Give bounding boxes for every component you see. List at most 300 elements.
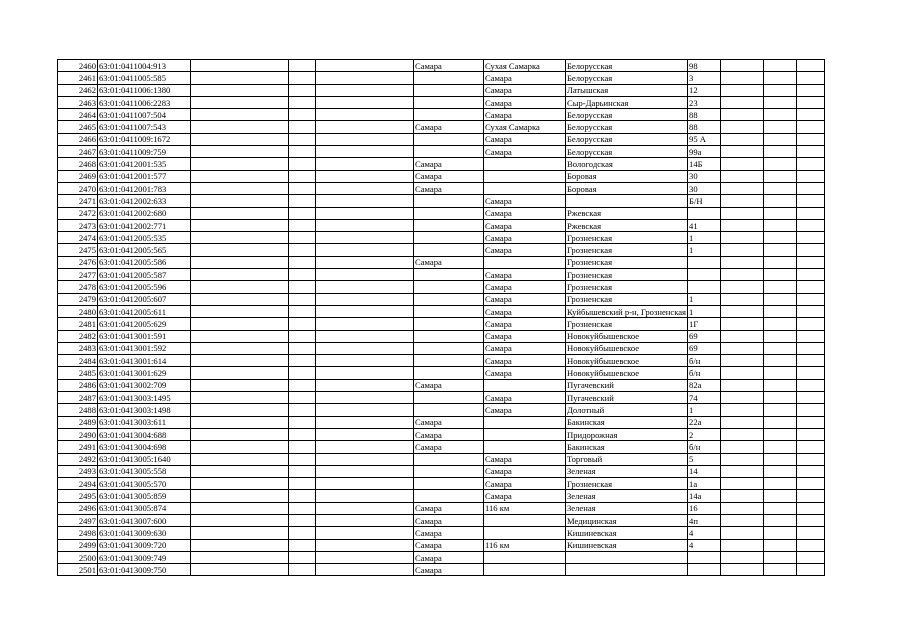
cadastral-number-cell: 63:01:0412001:535 [98,158,191,170]
locality-cell [484,416,566,428]
empty-cell [764,404,797,416]
cadastral-number-cell: 63:01:0412005:596 [98,281,191,293]
street-cell: Белорусская [566,121,688,133]
empty-cell [797,342,825,354]
table-row [58,232,825,244]
locality-cell [484,441,566,453]
empty-cell [289,318,316,330]
locality-cell [484,158,566,170]
empty-cell [316,281,414,293]
table-row [58,330,825,342]
row-number-cell: 2500 [58,551,98,563]
table-row [58,416,825,428]
cadastral-number-cell: 63:01:0413001:592 [98,342,191,354]
empty-cell [191,244,289,256]
city-cell: Самара [414,416,484,428]
empty-cell [316,428,414,440]
empty-cell [797,564,825,576]
empty-cell [721,318,764,330]
city-cell [414,109,484,121]
table-row [58,392,825,404]
cadastral-number-cell: 63:01:0411009:759 [98,146,191,158]
empty-cell [797,441,825,453]
street-cell: Белорусская [566,72,688,84]
row-number-cell: 2489 [58,416,98,428]
locality-cell: Самара [484,269,566,281]
cadastral-number-cell: 63:01:0413001:591 [98,330,191,342]
cadastral-number-cell: 63:01:0413009:750 [98,564,191,576]
city-cell [414,195,484,207]
table-row [58,84,825,96]
locality-cell: Самара [484,330,566,342]
locality-cell: Самара [484,84,566,96]
row-number-cell: 2477 [58,269,98,281]
empty-cell [721,72,764,84]
street-cell: Белорусская [566,133,688,145]
empty-cell [797,96,825,108]
street-cell: Боровая [566,170,688,182]
empty-cell [721,96,764,108]
row-number-cell: 2490 [58,428,98,440]
locality-cell: Сухая Самарка [484,60,566,72]
house-number-cell: б/н [688,367,721,379]
empty-cell [797,158,825,170]
locality-cell [484,182,566,194]
cadastral-number-cell: 63:01:0413004:688 [98,428,191,440]
empty-cell [797,207,825,219]
locality-cell [484,256,566,268]
empty-cell [721,232,764,244]
row-number-cell: 2464 [58,109,98,121]
house-number-cell: 30 [688,182,721,194]
house-number-cell [688,256,721,268]
empty-cell [316,244,414,256]
table-row [58,305,825,317]
city-cell [414,392,484,404]
cadastral-number-cell: 63:01:0413002:709 [98,379,191,391]
empty-cell [721,502,764,514]
empty-cell [191,219,289,231]
row-number-cell: 2482 [58,330,98,342]
empty-cell [797,551,825,563]
table-row [58,96,825,108]
house-number-cell: 4 [688,539,721,551]
city-cell: Самара [414,182,484,194]
empty-cell [289,133,316,145]
street-cell: Грозненская [566,281,688,293]
locality-cell [484,379,566,391]
street-cell: Сыр-Дарьинская [566,96,688,108]
street-cell [566,195,688,207]
empty-cell [191,158,289,170]
empty-cell [764,502,797,514]
empty-cell [289,293,316,305]
row-number-cell: 2491 [58,441,98,453]
cadastral-number-cell: 63:01:0413003:1495 [98,392,191,404]
cadastral-number-cell: 63:01:0411004:913 [98,60,191,72]
empty-cell [721,330,764,342]
empty-cell [797,182,825,194]
empty-cell [721,367,764,379]
house-number-cell: 1 [688,305,721,317]
city-cell [414,72,484,84]
empty-cell [191,170,289,182]
empty-cell [797,72,825,84]
city-cell [414,355,484,367]
row-number-cell: 2460 [58,60,98,72]
table-row [58,146,825,158]
city-cell: Самара [414,379,484,391]
empty-cell [721,219,764,231]
empty-cell [289,158,316,170]
empty-cell [191,96,289,108]
cadastral-number-cell: 63:01:0412001:783 [98,182,191,194]
street-cell: Бакинская [566,441,688,453]
empty-cell [721,281,764,293]
empty-cell [721,527,764,539]
locality-cell [484,170,566,182]
street-cell: Зеленая [566,490,688,502]
street-cell: Кишиневская [566,539,688,551]
row-number-cell: 2475 [58,244,98,256]
registry-table [57,59,825,576]
city-cell: Самара [414,428,484,440]
street-cell: Новокуйбышевское [566,367,688,379]
empty-cell [764,441,797,453]
house-number-cell: 69 [688,330,721,342]
empty-cell [316,453,414,465]
locality-cell [484,527,566,539]
empty-cell [316,330,414,342]
empty-cell [764,158,797,170]
street-cell: Бакинская [566,416,688,428]
empty-cell [316,564,414,576]
cadastral-number-cell: 63:01:0411006:2283 [98,96,191,108]
cadastral-number-cell: 63:01:0411007:543 [98,121,191,133]
locality-cell: Самара [484,293,566,305]
row-number-cell: 2471 [58,195,98,207]
street-cell: Белорусская [566,146,688,158]
table-row [58,121,825,133]
street-cell: Боровая [566,182,688,194]
house-number-cell: 99а [688,146,721,158]
empty-cell [721,207,764,219]
empty-cell [191,109,289,121]
empty-cell [316,367,414,379]
empty-cell [764,84,797,96]
empty-cell [764,109,797,121]
empty-cell [797,244,825,256]
row-number-cell: 2465 [58,121,98,133]
table-row [58,441,825,453]
empty-cell [316,256,414,268]
cadastral-number-cell: 63:01:0413009:749 [98,551,191,563]
cadastral-number-cell: 63:01:0413003:611 [98,416,191,428]
empty-cell [764,121,797,133]
empty-cell [191,367,289,379]
house-number-cell: 23 [688,96,721,108]
locality-cell: Самара [484,342,566,354]
table-row [58,219,825,231]
row-number-cell: 2461 [58,72,98,84]
house-number-cell: 88 [688,121,721,133]
empty-cell [191,318,289,330]
cadastral-number-cell: 63:01:0412005:611 [98,305,191,317]
house-number-cell: 69 [688,342,721,354]
street-cell: Грозненская [566,478,688,490]
cadastral-number-cell: 63:01:0411006:1380 [98,84,191,96]
empty-cell [191,133,289,145]
empty-cell [316,158,414,170]
table-body [58,60,825,576]
locality-cell: Самара [484,146,566,158]
city-cell: Самара [414,441,484,453]
house-number-cell: 4п [688,514,721,526]
house-number-cell: 16 [688,502,721,514]
house-number-cell [688,551,721,563]
empty-cell [721,133,764,145]
empty-cell [721,342,764,354]
row-number-cell: 2485 [58,367,98,379]
city-cell [414,133,484,145]
house-number-cell: 82а [688,379,721,391]
locality-cell: Самара [484,109,566,121]
locality-cell: Самара [484,72,566,84]
row-number-cell: 2501 [58,564,98,576]
house-number-cell: 1а [688,478,721,490]
empty-cell [191,379,289,391]
row-number-cell: 2495 [58,490,98,502]
street-cell: Грозненская [566,318,688,330]
empty-cell [289,551,316,563]
street-cell: Новокуйбышевское [566,355,688,367]
empty-cell [316,527,414,539]
empty-cell [721,244,764,256]
row-number-cell: 2493 [58,465,98,477]
city-cell [414,281,484,293]
empty-cell [721,564,764,576]
street-cell: Пугачевский [566,379,688,391]
empty-cell [289,330,316,342]
empty-cell [289,478,316,490]
city-cell [414,478,484,490]
house-number-cell: 1 [688,293,721,305]
empty-cell [191,428,289,440]
city-cell: Самара [414,502,484,514]
house-number-cell: Б/Н [688,195,721,207]
row-number-cell: 2473 [58,219,98,231]
empty-cell [764,453,797,465]
cadastral-number-cell: 63:01:0412005:535 [98,232,191,244]
empty-cell [721,305,764,317]
empty-cell [764,367,797,379]
empty-cell [764,318,797,330]
locality-cell: Самара [484,207,566,219]
table-row [58,527,825,539]
empty-cell [721,453,764,465]
empty-cell [721,293,764,305]
house-number-cell: 14Б [688,158,721,170]
empty-cell [764,564,797,576]
cadastral-number-cell: 63:01:0413004:698 [98,441,191,453]
empty-cell [289,490,316,502]
empty-cell [764,219,797,231]
empty-cell [797,478,825,490]
empty-cell [289,256,316,268]
locality-cell: Самара [484,355,566,367]
row-number-cell: 2478 [58,281,98,293]
empty-cell [316,121,414,133]
street-cell: Зеленая [566,502,688,514]
empty-cell [191,392,289,404]
empty-cell [316,293,414,305]
empty-cell [764,416,797,428]
empty-cell [797,305,825,317]
street-cell: Пугачевский [566,392,688,404]
city-cell: Самара [414,158,484,170]
empty-cell [797,539,825,551]
locality-cell: Самара [484,367,566,379]
street-cell: Зеленая [566,465,688,477]
empty-cell [316,207,414,219]
empty-cell [289,367,316,379]
empty-cell [797,170,825,182]
city-cell [414,146,484,158]
table-row [58,502,825,514]
empty-cell [316,404,414,416]
cadastral-number-cell: 63:01:0412002:680 [98,207,191,219]
empty-cell [764,207,797,219]
cadastral-number-cell: 63:01:0412005:607 [98,293,191,305]
empty-cell [797,527,825,539]
table-row [58,244,825,256]
table-row [58,551,825,563]
empty-cell [764,392,797,404]
table-row [58,367,825,379]
empty-cell [289,244,316,256]
empty-cell [764,527,797,539]
street-cell: Медицинская [566,514,688,526]
empty-cell [721,379,764,391]
empty-cell [316,219,414,231]
row-number-cell: 2484 [58,355,98,367]
row-number-cell: 2497 [58,514,98,526]
empty-cell [797,146,825,158]
row-number-cell: 2480 [58,305,98,317]
city-cell: Самара [414,60,484,72]
house-number-cell [688,281,721,293]
city-cell: Самара [414,514,484,526]
row-number-cell: 2496 [58,502,98,514]
empty-cell [316,539,414,551]
empty-cell [316,478,414,490]
locality-cell: Самара [484,490,566,502]
city-cell [414,269,484,281]
table-row [58,195,825,207]
city-cell [414,96,484,108]
street-cell: Грозненская [566,256,688,268]
row-number-cell: 2483 [58,342,98,354]
empty-cell [797,133,825,145]
empty-cell [721,428,764,440]
table-row [58,465,825,477]
empty-cell [191,514,289,526]
locality-cell: 116 км [484,502,566,514]
empty-cell [764,465,797,477]
empty-cell [191,404,289,416]
cadastral-number-cell: 63:01:0413005:874 [98,502,191,514]
empty-cell [764,281,797,293]
empty-cell [797,453,825,465]
empty-cell [721,355,764,367]
empty-cell [797,318,825,330]
table-row [58,158,825,170]
empty-cell [797,330,825,342]
empty-cell [191,281,289,293]
locality-cell: Самара [484,453,566,465]
empty-cell [721,195,764,207]
table-row [58,428,825,440]
house-number-cell [688,207,721,219]
house-number-cell: 14а [688,490,721,502]
empty-cell [191,269,289,281]
cadastral-number-cell: 63:01:0413001:614 [98,355,191,367]
empty-cell [316,109,414,121]
empty-cell [797,293,825,305]
table-row [58,539,825,551]
row-number-cell: 2498 [58,527,98,539]
empty-cell [191,564,289,576]
empty-cell [797,465,825,477]
locality-cell: Сухая Самарка [484,121,566,133]
row-number-cell: 2462 [58,84,98,96]
cadastral-number-cell: 63:01:0412002:771 [98,219,191,231]
empty-cell [316,342,414,354]
cadastral-number-cell: 63:01:0413005:1640 [98,453,191,465]
row-number-cell: 2479 [58,293,98,305]
street-cell: Новокуйбышевское [566,330,688,342]
empty-cell [721,490,764,502]
empty-cell [191,121,289,133]
cadastral-number-cell: 63:01:0411007:504 [98,109,191,121]
street-cell: Куйбышевский р-н, Грозненская [567,306,687,317]
locality-cell: Самара [484,281,566,293]
row-number-cell: 2470 [58,182,98,194]
cadastral-number-cell: 63:01:0413009:720 [98,539,191,551]
table-row [58,269,825,281]
empty-cell [797,392,825,404]
empty-cell [721,551,764,563]
street-cell: Белорусская [566,109,688,121]
cadastral-number-cell: 63:01:0412005:586 [98,256,191,268]
city-cell [414,367,484,379]
empty-cell [797,428,825,440]
street-cell [566,564,688,576]
cadastral-number-cell: 63:01:0412005:629 [98,318,191,330]
empty-cell [289,281,316,293]
empty-cell [721,182,764,194]
table-row [58,355,825,367]
table-row [58,514,825,526]
empty-cell [316,490,414,502]
empty-cell [797,60,825,72]
cadastral-number-cell: 63:01:0413001:629 [98,367,191,379]
empty-cell [316,502,414,514]
city-cell [414,232,484,244]
city-cell: Самара [414,527,484,539]
empty-cell [289,428,316,440]
empty-cell [721,256,764,268]
